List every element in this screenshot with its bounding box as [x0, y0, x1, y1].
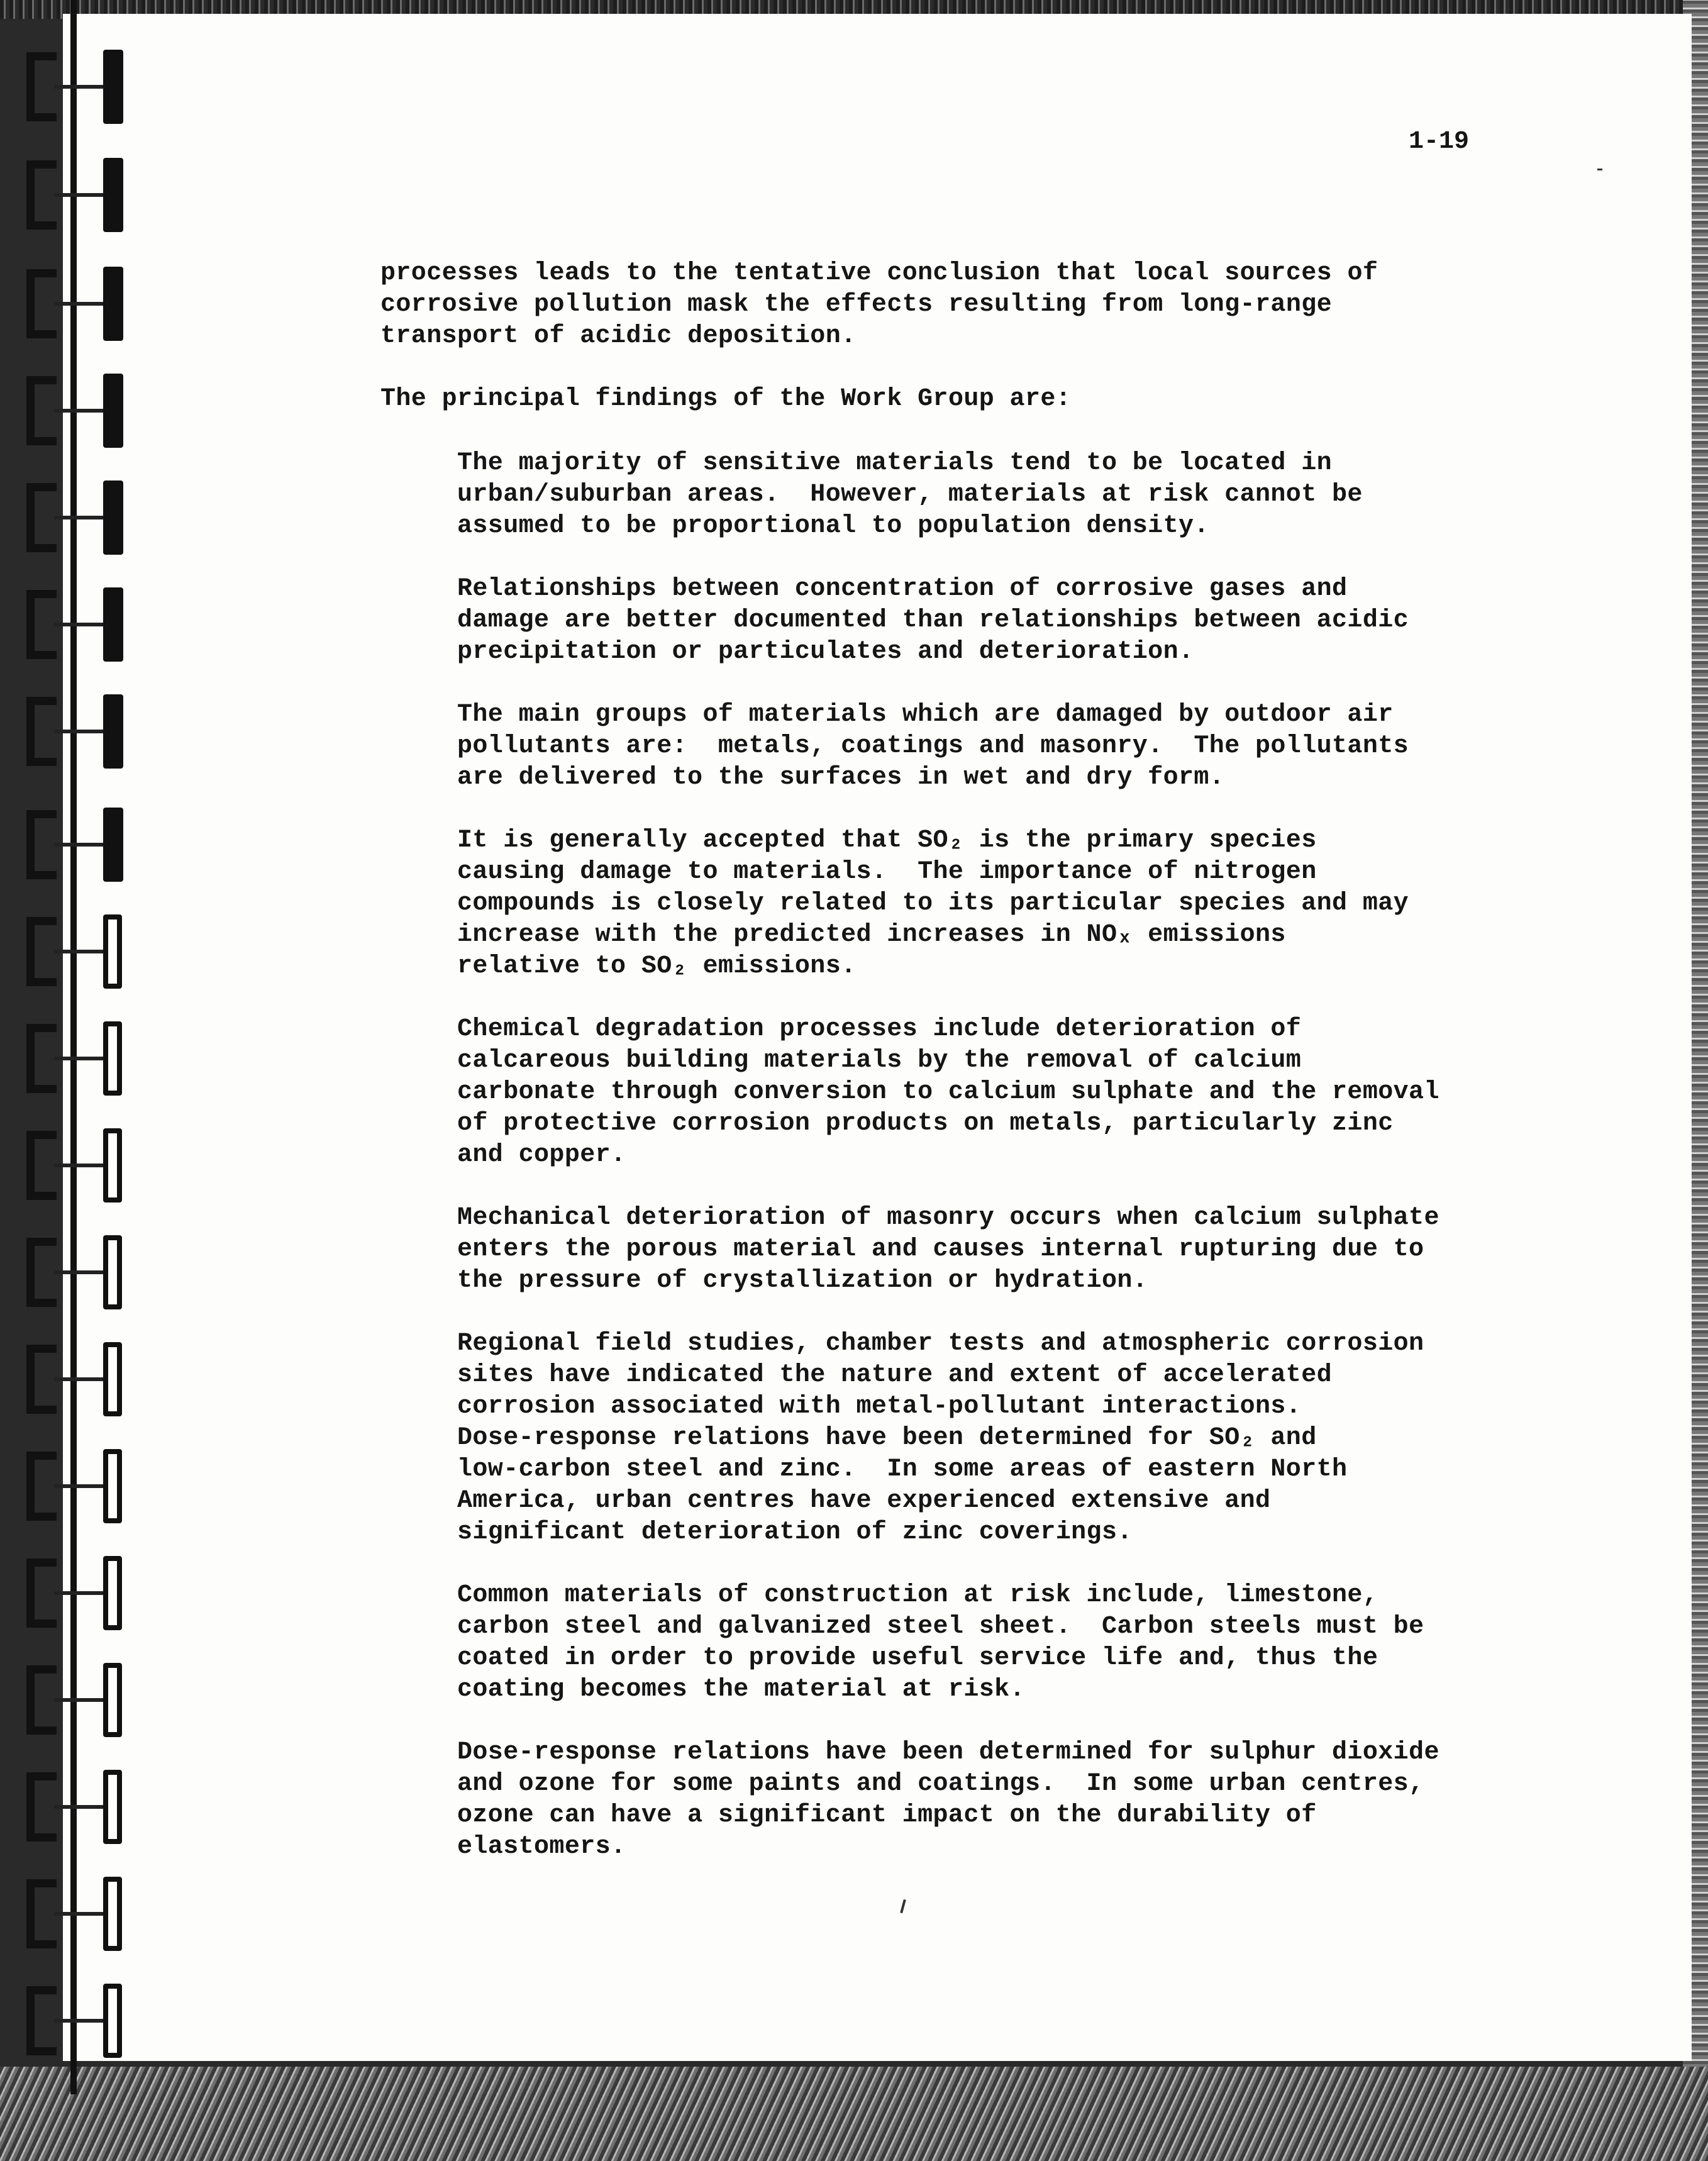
binding-ring — [26, 371, 136, 450]
binding-ring — [26, 1874, 136, 1953]
text-line: coating becomes the material at risk. — [457, 1675, 1025, 1704]
text-line: transport of acidic deposition. — [380, 322, 857, 350]
text-line: Dose-response relations have been determined for SO₂ and — [457, 1424, 1317, 1452]
binding-ring — [26, 1340, 136, 1418]
text-line: carbonate through conversion to calcium sulphate and the removal — [457, 1078, 1439, 1106]
binding-ring — [26, 1447, 136, 1525]
finding-paragraph — [457, 574, 1409, 668]
text-line: The majority of sensitive materials tend to be located in — [457, 449, 1333, 477]
stray-mark — [1597, 169, 1602, 170]
text-line: carbon steel and galvanized steel sheet. Carbon steels must be — [457, 1613, 1424, 1641]
text-line: the pressure of crystallization or hydration. — [457, 1267, 1148, 1295]
binding-ring — [26, 478, 136, 557]
spiral-binding — [0, 0, 145, 2094]
intro-paragraph — [380, 258, 1378, 352]
binding-ring — [26, 912, 136, 991]
text-line: pollutants are: metals, coatings and masonry. The pollutants — [457, 732, 1409, 760]
text-line: assumed to be proportional to population density. — [457, 512, 1209, 540]
binding-ring — [26, 692, 136, 770]
finding-paragraph — [457, 1580, 1424, 1706]
finding-paragraph — [457, 825, 1409, 982]
findings-heading — [380, 384, 1071, 415]
text-line: Regional field studies, chamber tests and atmospheric corrosion — [457, 1330, 1424, 1358]
finding-paragraph — [457, 448, 1363, 542]
text-line: causing damage to materials. The importance of nitrogen — [457, 858, 1317, 886]
finding-paragraph — [457, 1014, 1439, 1171]
text-line: ozone can have a significant impact on the durability of — [457, 1801, 1317, 1830]
binding-ring — [26, 1553, 136, 1632]
text-line: damage are better documented than relationships between acidic — [457, 606, 1409, 635]
text-line: urban/suburban areas. However, materials at risk cannot be — [457, 481, 1363, 509]
text-line: are delivered to the surfaces in wet and dry form. — [457, 764, 1225, 792]
text-line: Dose-response relations have been determined for sulphur dioxide — [457, 1738, 1439, 1767]
text-line: significant deterioration of zinc coverings. — [457, 1518, 1133, 1547]
text-line: corrosion associated with metal-pollutant interactions. — [457, 1392, 1302, 1421]
text-line: compounds is closely related to its particular species and may — [457, 889, 1409, 918]
binding-ring — [26, 1019, 136, 1097]
text-line: It is generally accepted that SO₂ is the primary species — [457, 826, 1317, 855]
text-line: coated in order to provide useful service life and, thus the — [457, 1644, 1378, 1672]
text-line: Chemical degradation processes include deterioration of — [457, 1015, 1302, 1043]
text-line: sites have indicated the nature and extent of accelerated — [457, 1361, 1333, 1389]
finding-paragraph — [457, 1203, 1439, 1297]
text-line: elastomers. — [457, 1833, 626, 1861]
text-line: and copper. — [457, 1141, 626, 1169]
text-line: low-carbon steel and zinc. In some areas of eastern North — [457, 1455, 1348, 1484]
finding-paragraph — [457, 699, 1409, 794]
text-line: relative to SO₂ emissions. — [457, 952, 857, 981]
text-line: increase with the predicted increases in NOₓ emissions — [457, 921, 1286, 949]
text-line: America, urban centres have experienced extensive and — [457, 1487, 1271, 1515]
page-number: 1-19 — [1409, 128, 1470, 156]
text-line: Mechanical deterioration of masonry occurs when calcium sulphate — [457, 1204, 1439, 1232]
finding-paragraph — [457, 1328, 1424, 1548]
text-line: enters the porous material and causes internal rupturing due to — [457, 1235, 1424, 1264]
text-line: The principal findings of the Work Group are: — [380, 385, 1072, 413]
binding-ring — [26, 155, 136, 234]
text-line: precipitation or particulates and deterioration. — [457, 638, 1194, 666]
binding-ring — [26, 1126, 136, 1204]
binding-ring — [26, 47, 136, 126]
binding-ring — [26, 1981, 136, 2060]
binding-ring — [26, 1233, 136, 1311]
text-line: Relationships between concentration of corrosive gases and — [457, 575, 1348, 603]
text-line: of protective corrosion products on metals, particularly zinc — [457, 1109, 1394, 1138]
text-line: and ozone for some paints and coatings. In some urban centres, — [457, 1770, 1424, 1798]
binding-ring — [26, 1660, 136, 1739]
text-line: calcareous building materials by the removal of calcium — [457, 1047, 1302, 1075]
binding-ring — [26, 805, 136, 884]
binding-ring — [26, 1767, 136, 1846]
text-line: The main groups of materials which are damaged by outdoor air — [457, 701, 1394, 729]
binding-ring — [26, 264, 136, 343]
finding-paragraph — [457, 1737, 1439, 1863]
binding-ring — [26, 585, 136, 664]
text-line: processes leads to the tentative conclusion that local sources of — [380, 259, 1378, 287]
scan-border-bottom — [0, 2067, 1708, 2161]
text-line: corrosive pollution mask the effects resulting from long-range — [380, 291, 1333, 319]
text-line: Common materials of construction at risk include, limestone, — [457, 1581, 1378, 1609]
